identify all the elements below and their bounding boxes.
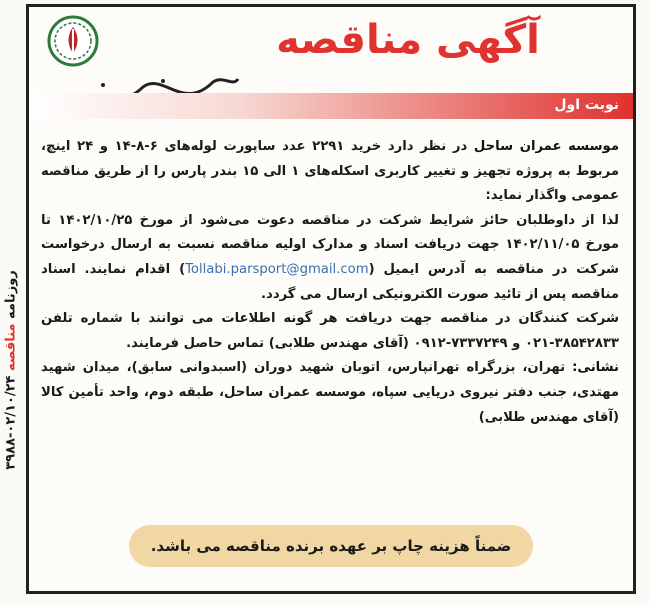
side-strip — [0, 80, 22, 600]
address-text: تهران، بزرگراه تهرانپارس، اتوبان شهید دوران (اسبدوانی سابق)، میدان شهید مهتدی، جنب دفتر نیروی دریایی سپاه، موسسه عمران ساحل، طبقه دوم، واحد تأمین کالا (آقای مهندس طلابی) — [41, 360, 619, 425]
page-title: آگهی مناقصه — [276, 17, 540, 63]
round-banner — [29, 93, 633, 119]
issue-number: ۰۲/۱۰/۲۴-۳۹۸۸ — [3, 375, 19, 470]
organization-name: موسسه عمران ساحل — [473, 139, 619, 154]
paragraph-intro — [41, 135, 619, 209]
paragraph-contact: شرکت کنندگان در مناقصه جهت دریافت هر گونه اطلاعات می توانند با شماره تلفن ۳۸۵۴۲۸۳۳-۰۲۱ و ۷۳۳۷۲۴۹-۰۹۱۲ (آقای مهندس طلابی) تماس حاصل فرمایند. — [41, 311, 619, 351]
email-link[interactable]: Tollabi.parsport@gmail.com — [185, 261, 369, 277]
intro-text: در نظر دارد خرید ۲۲۹۱ عدد ساپورت لوله‌های ۶-۸-۱۴ و ۲۴ اینچ، مربوط به پروژه تجهیز و تغییر کاربری اسکله‌های ۱ الی ۱۵ بندر پارس را از طریق مناقصه عمومی واگذار نماید: — [41, 139, 620, 204]
invitation-text-end: ) اقدام نمایند. اسناد مناقصه پس از تائید صورت الکترونیکی ارسال می گردد. — [41, 261, 619, 302]
invitation-text: لذا از داوطلبان حائز شرایط شرکت در مناقصه دعوت می‌شود از مورخ ۱۴۰۲/۱۰/۲۵ تا مورخ ۱۴۰۲/۱۱/۰۵ جهت دریافت اسناد و مدارک اولیه مناقصه نسبت به ارسال درخواست شرکت در مناقصه به آدرس ایمیل ( — [41, 212, 619, 277]
paragraph-address — [41, 356, 619, 430]
notice-body — [41, 135, 619, 430]
footer-note: ضمناً هزینه چاپ بر عهده برنده مناقصه می باشد. — [129, 525, 533, 567]
newspaper-issue-label — [4, 270, 19, 470]
newspaper-prefix: روزنامه — [3, 270, 19, 319]
iran-emblem-icon — [47, 15, 99, 67]
address-label: نشانی: — [572, 360, 619, 376]
newspaper-brand: مناقصه — [3, 323, 19, 371]
round-label: نوبت اول — [554, 97, 619, 113]
notice-frame — [26, 4, 636, 594]
paragraph-invitation — [41, 209, 619, 307]
